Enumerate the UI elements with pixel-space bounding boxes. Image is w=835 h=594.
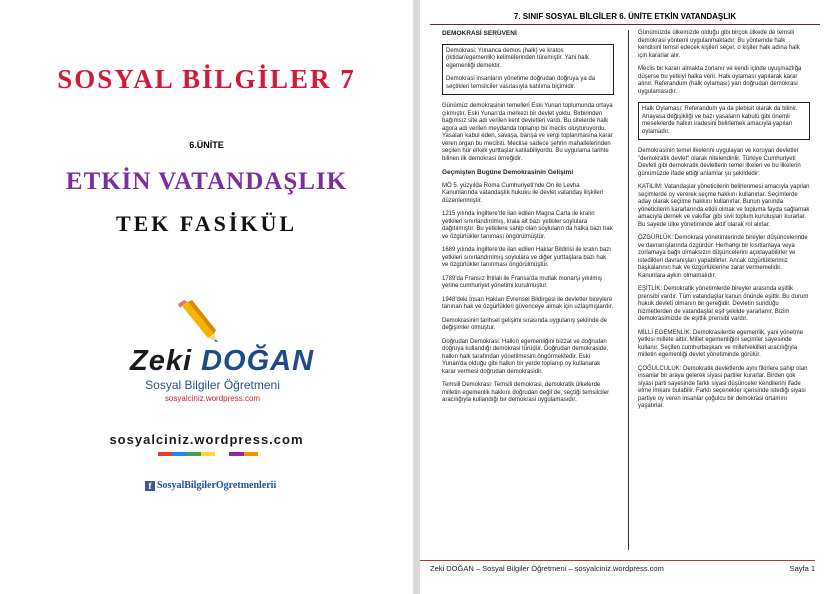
referendum-text: Halk Oylaması: Referandum ya da plebisit olarak da bilinir. Anayasa değişikliği ve bazı yasaların kabulü gibi önemli meselelerde halkın iradesini belirlemek amacıyla yapılan oylamadır. xyxy=(642,106,798,135)
color-strip-segment xyxy=(187,452,201,456)
footer-credit: Zeki DOĞAN – Sosyal Bilgiler Öğretmeni – sosyalciniz.wordpress.com xyxy=(430,564,664,573)
definition-text-2: Demokrasi insanların yönetime doğrudan doğruya ya da seçtikleri temsilciler vasıtasıyla katılıma biçimidir. xyxy=(446,76,596,90)
subsection-heading: Geçmişten Bugüne Demokrasinin Gelişimi xyxy=(442,169,574,176)
blog-url-small[interactable]: sosyalciniz.wordpress.com xyxy=(164,394,261,403)
color-strip-segment xyxy=(201,452,215,456)
principle-ozgurluk: ÖZGÜRLÜK: Demokrasi yönetimlerinde bireyler düşüncelerinde ve davranışlarında özgürdür. Herhangi bir kısıtlamaya veya zorlamaya bağlı olmaksızın düşüncelerini açıklayabilirler ve istedikleri davranışları yapabilirler. Ancak özgürlüklerimiz başkalarının hak ve özgürlüklerine zarar vermemelidir. Kanunlara aykırı olmamalıdır. xyxy=(638,235,808,279)
blog-url-large[interactable]: sosyalciniz.wordpress.com xyxy=(109,432,304,447)
column-divider xyxy=(628,30,629,550)
principle-katilim: KATILIM: Vatandaşlar yöneticilerin belirlenmesi amacıyla yapılan seçimlerde oy vererek seçme hakkını kullanırlar. Seçimlerde aday olarak seçilme hakkını kullanırlar. Bunun yanında yöneticilerin kararlarında etkili olmak ve topluma fayda sağlamak amacıyla dernek ve vakıflar gibi sivil toplum kuruluşları kurarlar. Bu sayede ülke yönetiminde aktif olarak rol alırlar. xyxy=(638,184,810,228)
color-strip-segment xyxy=(158,452,172,456)
facebook-icon: f xyxy=(145,481,155,491)
pencil-logo-icon xyxy=(178,300,223,345)
color-strip-segment xyxy=(215,452,229,456)
author-first: Zeki xyxy=(130,345,193,377)
section-heading: DEMOKRASİ SERÜVENİ xyxy=(442,30,517,37)
definition-box xyxy=(442,44,614,96)
page-footer xyxy=(420,560,815,573)
color-strip-segment xyxy=(244,452,258,456)
left-column xyxy=(442,30,614,411)
color-strip-segment xyxy=(229,452,243,456)
right-column xyxy=(638,30,810,417)
fascicle-label: TEK FASİKÜL xyxy=(115,211,298,236)
paragraph: 1215 yılında İngiltere'de ilan edilen Magna Carta ile kralın yetkileri sınırlandırılmış, krala ait bazı yetkiler soylulara dağıtılmıştır. Bu yetkilere sahip olan soyluların da halka bazı hak ve özgürlükler tanıması öngörülmüştür. xyxy=(442,211,613,240)
author-last: DOĞAN xyxy=(201,345,315,377)
paragraph: Demokrasinin tarihsel gelişimi sırasında uygulanış şeklinde de değişimler olmuştur. xyxy=(442,317,608,331)
cover-title: SOSYAL BİLGİLER 7 xyxy=(57,64,356,94)
paragraph: 1789'da Fransız İhtilali ile Fransa'da mutlak monarşi yıkılmış yerine cumhuriyet yönetimi kurulmuştur. xyxy=(442,275,603,289)
color-strip-segment xyxy=(172,452,186,456)
principle-esitlik: EŞİTLİK: Demokratik yönetimlerde bireyler arasında eşitlik prensibi vardır. Tüm vatandaşlar kanun önünde eşittir. Bu durum hukuk devleti olmanın bir gereğidir. Devletin sunduğu hizmetlerden de vatandaşlar eşit şekilde yararlanır. Bizim demokrasimizde de eşitlik prensibi vardır. xyxy=(638,286,809,322)
paragraph: MÖ 5. yüzyılda Roma Cumhuriyeti'nde On iki Levha Kanunlarında vatandaşlık hukuku ile devlet vatandaş ilişkileri düzenlenmiştir. xyxy=(442,182,604,204)
cover-page xyxy=(0,0,413,594)
author-role: Sosyal Bilgiler Öğretmeni xyxy=(145,378,280,392)
paragraph: Temsili Demokrasi: Temsili demokrasi, demokratik ülkelerde milletin egemenlik hakkını doğrudan değil de, seçtiği temsilciler aracılığıyla kullandığı bir demokrasi uygulamasıdır. xyxy=(442,382,610,403)
referendum-box xyxy=(638,102,810,140)
paragraph: 1948'deki İnsan Hakları Evrensel Bildirgesi ile devletler bireylere tanınan hak ve özgürlükleri güvenceye almak için uzlaşmışlardır. xyxy=(442,296,614,310)
author-name xyxy=(130,345,314,378)
paragraph: 1689 yılında İngiltere'de ilan edilen Haklar Bildirisi ile kralın bazı yetkileri sınırlandırılmış soylulara ve diğer yurttaşlara bazı hak ve özgürlükler tanınması öngörülmüştür. xyxy=(442,247,611,268)
page-number: Sayfa 1 xyxy=(789,564,815,573)
paragraph: Meclis bir kararı almakta zorlanır ve kendi içinde uyuşmazlığa düşerse bu yetkiyi halka verir. Halk oylaması yapılarak karar alınır. Referandum (halk oylaması) yarı doğrudan demokrasi uygulamasıdır. xyxy=(638,66,802,95)
unit-label: 6.ÜNİTE xyxy=(189,140,224,150)
principle-cogulculuk: ÇOĞULCULUK: Demokratik devletlerde aynı fikirlere sahip olan insanlar bir araya gelerek siyasi partiler kurarlar. Birden çok siyasi parti sayesinde farklı siyasi düşünceler kendilerini ifade etme imkanı bulabilir. Farklı seçenekler içerisinde istediği siyasi partiye oy veren insanlar çoğulcu bir demokrasi ortamını yaşatırlar. xyxy=(638,365,808,409)
definition-text-1: Demokrasi; Yunanca demos (halk) ve kratos (iktidar/egemenlik) kelimelerinden türemiştir. Yani halk egemenliği demektir. xyxy=(446,47,589,69)
page-header: 7. SINIF SOSYAL BİLGİLER 6. ÜNİTE ETKİN VATANDAŞLIK xyxy=(430,12,820,25)
paragraph: Günümüzde ülkemizde olduğu gibi birçok ülkede de temsili demokrasi yöntemi uygulanmaktadır. Bu yöntemde halk kendisini temsil edecek kişileri seçer, o kişiler halk adına halk için kararlar alır. xyxy=(638,30,800,59)
paragraph: Doğrudan Demokrasi: Halkın egemenliğini bizzat ve doğrudan doğruya kullandığı demokrasi türüdür. Doğrudan demokraside, halkın halk tarafından yönetilmesini öngörmektedir. Eski Yunan'da olduğu gibi halkın bir yerde toplanıp oy kullanarak karar vermesi doğrudan demokrasidir. xyxy=(442,338,609,375)
paragraph: Demokrasinin temel ilkelerini uygulayan ve koruyan devletler "demokratik devlet" olarak nitelendirilir. Türkiye Cumhuriyeti Devleti gibi demokratik devletlerin temel ilkeleri ve bu ilkelerin günümüzde ifade ettiği anlamlar şu şekildedir: xyxy=(638,148,801,177)
facebook-label: SosyalBilgilerOgretmenlerii xyxy=(157,480,277,491)
color-strip xyxy=(158,452,258,456)
subject-title: ETKİN VATANDAŞLIK xyxy=(65,168,348,195)
facebook-link[interactable] xyxy=(145,480,276,491)
principle-egemenlik: MİLLİ EGEMENLİK: Demokrasilerde egemenlik, yani yönetme yetkisi millete aittir. Millet egemenliğini seçimler sayesinde kullanır. Seçilen cumhurbaşkanı ve milletvekilleri aracılığıyla milletin egemenliği devlet yönetiminde görülür. xyxy=(638,329,804,358)
content-page xyxy=(420,0,835,594)
paragraph: Günümüz demokrasinin temelleri Eski Yunan toplumunda ortaya çıkmıştır. Eski Yunan'da merkezi bir devlet yoktu. Birbirinden bağımsız site adı verilen kent devletleri vardı. Bu sitelerde halk agora adı verilen meydanda toplanıp bir meclis oluşturuyordu. Yasaları kabul eden, savaşa, barışa ve vergi toplanmasına karar veren organ bu meclisti. Meclise sadece şehrin mahallelerinden seçilen hür erkek yurttaşlar katılabiliyordu. Bu uygulama tarihte bilinen ilk demokrasi örneğidir. xyxy=(442,103,613,162)
